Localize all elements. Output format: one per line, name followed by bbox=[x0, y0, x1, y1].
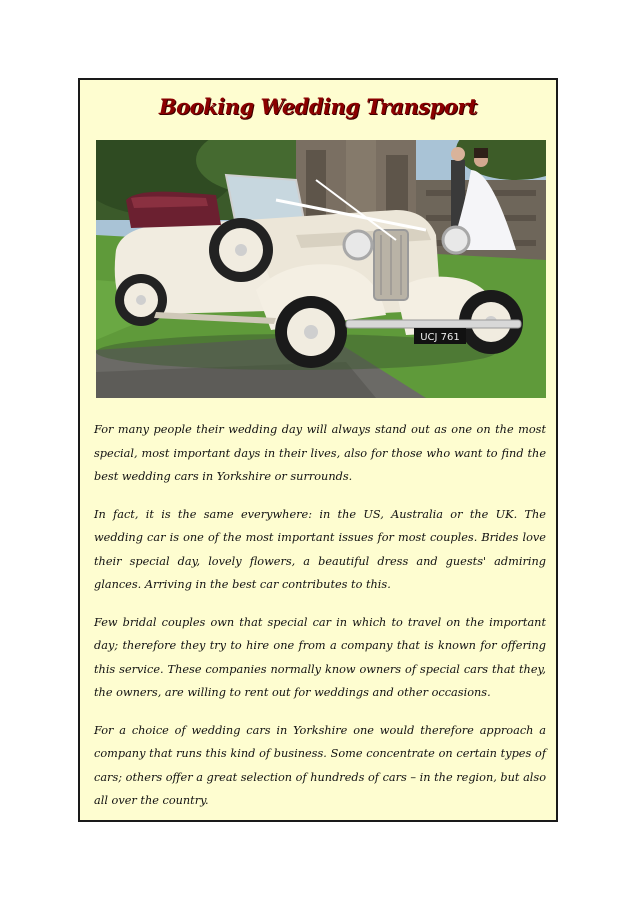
license-plate: UCJ 761 bbox=[420, 332, 460, 343]
document-title: Booking Wedding Transport bbox=[158, 94, 478, 119]
document-frame bbox=[78, 78, 558, 822]
paragraph-1: For many people their wedding day will always stand out as one on the most special, most important days in their lives, also for those who want to find the best wedding cars in Yorkshire or surrounds. bbox=[94, 423, 546, 483]
article-body bbox=[94, 418, 546, 827]
paragraph-3: Few bridal couples own that special car in which to travel on the important day; therefore they try to hire one from a company that is known for offering this service. These companies normally know owners of special cars that they, the owners, are willing to rent out for weddings and other occasions. bbox=[94, 615, 546, 699]
wedding-car-photo bbox=[96, 140, 546, 398]
paragraph-4: For a choice of wedding cars in Yorkshire one would therefore approach a company that runs this kind of business. Some concentrate on certain types of cars; others offer a great selection of hundreds of cars – in the region, but also all over the country. bbox=[94, 723, 547, 807]
paragraph-2: In fact, it is the same everywhere: in the US, Australia or the UK. The wedding car is one of the most important issues for most couples. Brides love their special day, lovely flowers, a beautiful dress and guests' admiring glances. Arriving in the best car contributes to this. bbox=[94, 507, 546, 591]
